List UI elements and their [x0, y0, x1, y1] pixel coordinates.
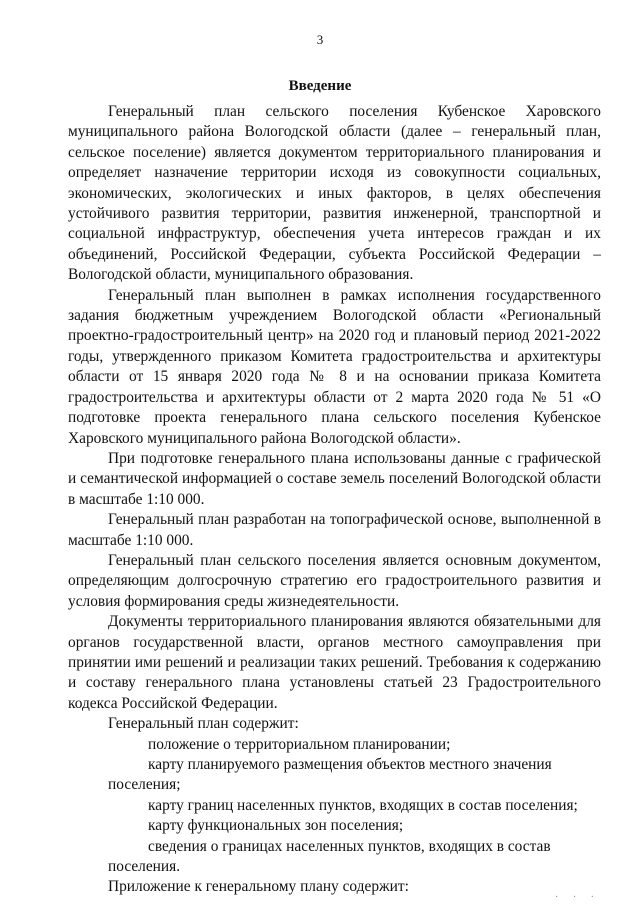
document-body — [68, 102, 601, 898]
contents-item: карту функциональных зон поселения; — [148, 817, 404, 835]
scan-artifact-mark: · · · — [555, 892, 600, 903]
page-number: 3 — [316, 32, 324, 47]
paragraph: Генеральный план сельского поселения Кубенское Харовского муниципального района Вологодской области (далее – генеральный план, сельское поселение) является документом территориального планирования и определяет назначение территории исходя из совокупности социальных, экономических, экологических и иных факторов, в целях обеспечения устойчивого развития территории, развития инженерной, транспортной и социальной инфраструктур, обеспечения учета интересов граждан и их объединений, Российской Федерации, субъекта Российской Федерации – Вологодской области, муниципального образования. — [68, 103, 601, 284]
section-title: Введение — [288, 78, 352, 94]
contents-intro: Генеральный план содержит: — [108, 715, 299, 733]
paragraph: Генеральный план выполнен в рамках исполнения государственного задания бюджетным учреждением Вологодской области «Региональный проектно-градостроительный центр» на 2020 год и плановый период 2021-2022 годы, утвержденного приказом Комитета градостроительства и архитектуры области от 15 января 2020 года № 8 и на основании приказа Комитета градостроительства и архитектуры области от 2 марта 2020 года № 51 «О подготовке проекта генерального плана сельского поселения Кубенское Харовского муниципального района Вологодской области». — [68, 286, 601, 447]
contents-item: карту планируемого размещения объектов местного значения поселения; — [108, 756, 552, 794]
paragraph: Генеральный план разработан на топографической основе, выполненной в масштабе 1:10 000. — [68, 511, 601, 549]
appendix-intro: Приложение к генеральному плану содержит: — [108, 878, 409, 896]
paragraph: При подготовке генерального плана использованы данные с графической и семантической информацией о составе земель поселений Вологодской области в масштабе 1:10 000. — [68, 449, 601, 508]
contents-item: сведения о границах населенных пунктов, входящих в состав поселения. — [108, 837, 551, 876]
contents-item: положение о территориальном планировании; — [148, 735, 451, 753]
contents-item: карту границ населенных пунктов, входящих в состав поселения; — [148, 796, 578, 814]
paragraph: Документы территориального планирования являются обязательными для органов государственной власти, органов местного самоуправления при принятии ими решений и реализации таких решений. Требования к содержанию и составу генерального плана установлены статьей 23 Градостроительного кодекса Российской Федерации. — [68, 613, 601, 712]
paragraph: Генеральный план сельского поселения является основным документом, определяющим долгосрочную стратегию его градостроительного развития и условия формирования среды жизнедеятельности. — [68, 551, 601, 610]
